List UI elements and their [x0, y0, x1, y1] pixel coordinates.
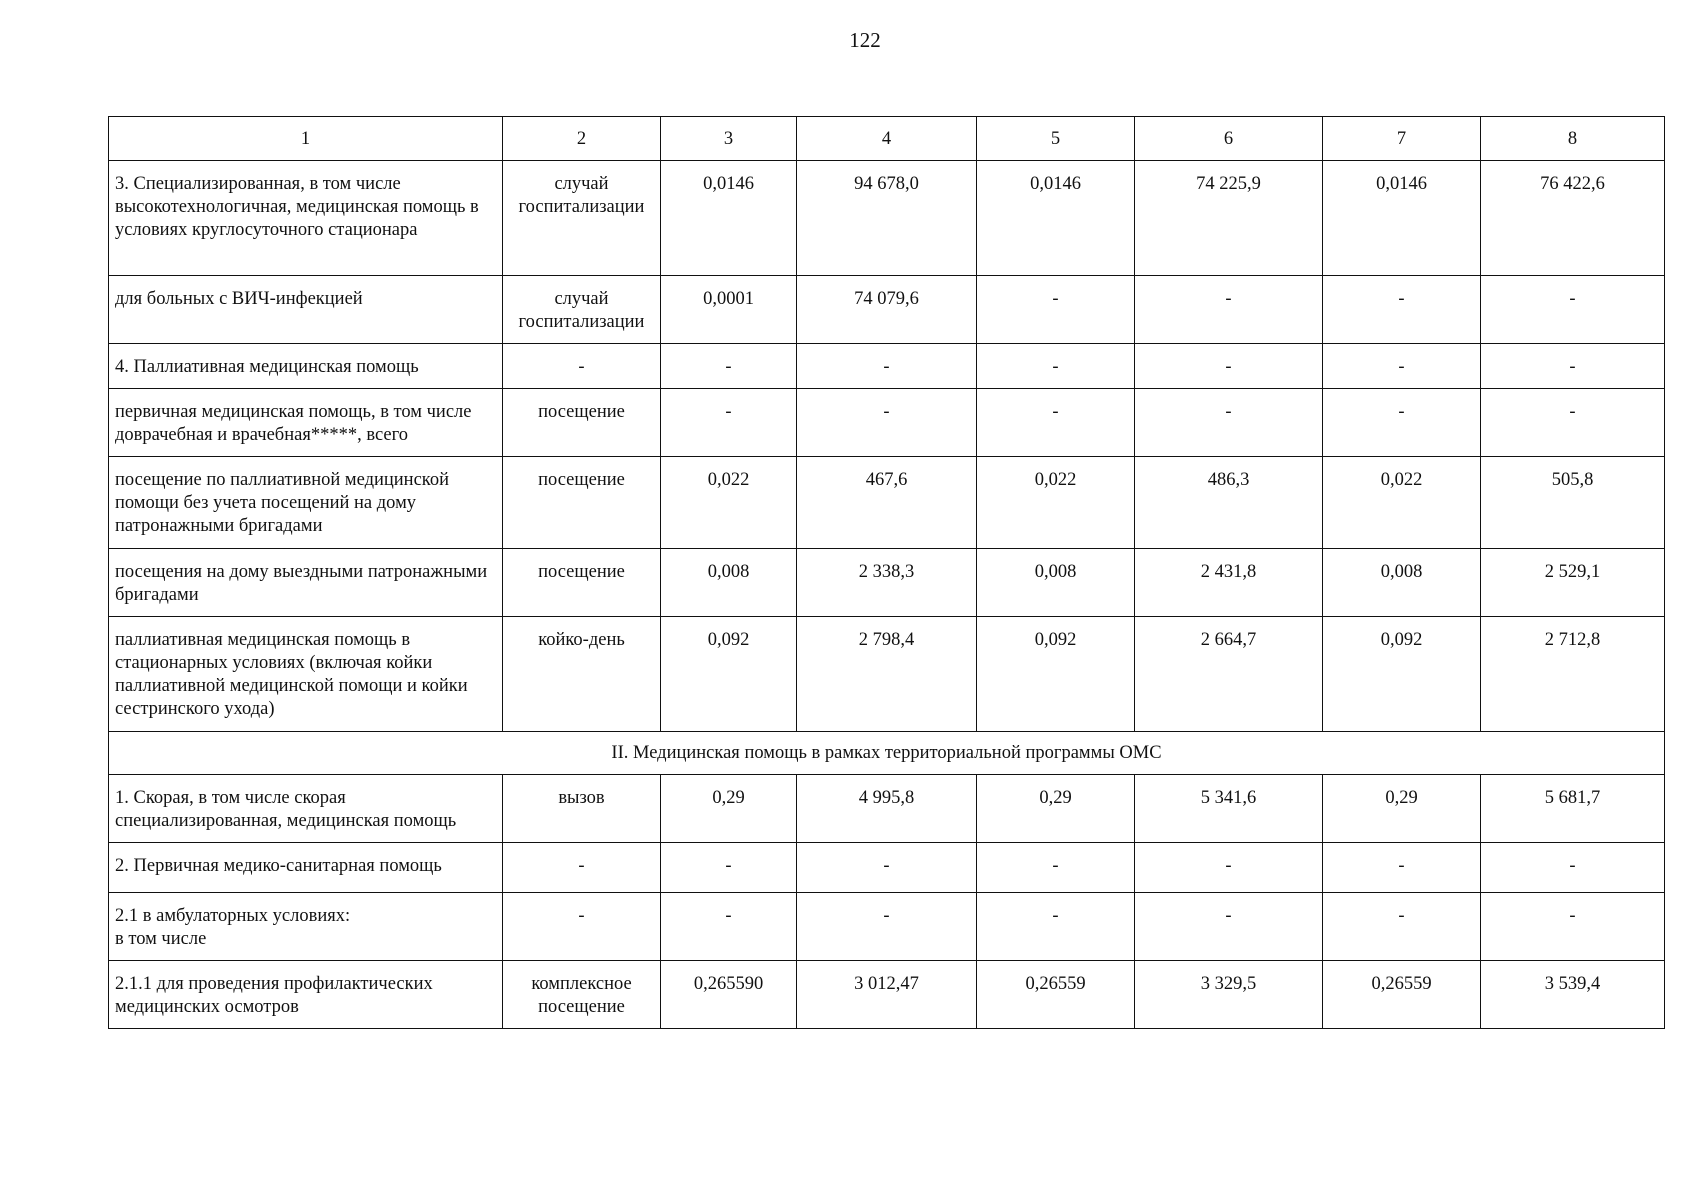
table-cell: - [977, 843, 1135, 893]
table-cell: - [1481, 843, 1665, 893]
table-cell: 0,092 [977, 617, 1135, 732]
row-unit: вызов [503, 775, 661, 843]
table-cell: 0,265590 [661, 961, 797, 1029]
page-number: 122 [849, 28, 881, 52]
row-label: посещения на дому выездными патронажными бригадами [109, 549, 503, 617]
financing-norms-table [108, 116, 1665, 1029]
table-cell: 2 431,8 [1135, 549, 1323, 617]
table-cell: - [661, 843, 797, 893]
table-cell: - [1323, 276, 1481, 344]
table-cell: - [1323, 843, 1481, 893]
table-cell: 2 798,4 [797, 617, 977, 732]
row-unit: случай госпитализации [503, 161, 661, 276]
table-cell: - [977, 389, 1135, 457]
table-cell: 76 422,6 [1481, 161, 1665, 276]
table-cell: - [797, 893, 977, 961]
table-cell: - [1135, 893, 1323, 961]
row-label: 2. Первичная медико-санитарная помощь [109, 843, 503, 893]
table-cell: 0,092 [661, 617, 797, 732]
table-cell: 0,26559 [977, 961, 1135, 1029]
table-cell: 467,6 [797, 457, 977, 549]
table-cell: 0,008 [661, 549, 797, 617]
row-label: первичная медицинская помощь, в том числе доврачебная и врачебная*****, всего [109, 389, 503, 457]
table-cell: - [797, 344, 977, 389]
table-cell: - [1481, 276, 1665, 344]
row-label-line: 2.1 в амбулаторных условиях: [115, 906, 351, 926]
table-cell: 505,8 [1481, 457, 1665, 549]
table-cell: 0,0146 [1323, 161, 1481, 276]
row-unit: комплексное посещение [503, 961, 661, 1029]
table-cell: 0,008 [1323, 549, 1481, 617]
row-unit: посещение [503, 389, 661, 457]
table-row [109, 961, 1665, 1029]
row-label: 3. Специализированная, в том числе высокотехнологичная, медицинская помощь в условиях круглосуточного стационара [109, 161, 503, 276]
row-label: для больных с ВИЧ-инфекцией [109, 276, 503, 344]
column-number-header-row [109, 117, 1665, 161]
table-cell: 0,26559 [1323, 961, 1481, 1029]
column-header: 1 [109, 117, 503, 161]
table-cell: 5 341,6 [1135, 775, 1323, 843]
table-cell: - [797, 389, 977, 457]
table-cell: - [1135, 843, 1323, 893]
table-cell: 0,0001 [661, 276, 797, 344]
row-unit: - [503, 843, 661, 893]
table-cell: - [977, 344, 1135, 389]
table-cell: 3 329,5 [1135, 961, 1323, 1029]
table-cell: 0,022 [977, 457, 1135, 549]
column-header: 7 [1323, 117, 1481, 161]
table-cell: 0,29 [661, 775, 797, 843]
table-cell: - [661, 389, 797, 457]
table-cell: 2 338,3 [797, 549, 977, 617]
table-cell: - [661, 344, 797, 389]
table-cell: 2 712,8 [1481, 617, 1665, 732]
table-cell: 94 678,0 [797, 161, 977, 276]
section-header-row [109, 732, 1665, 775]
column-header: 8 [1481, 117, 1665, 161]
table-cell: 74 225,9 [1135, 161, 1323, 276]
table-cell: - [1323, 893, 1481, 961]
table-cell: 74 079,6 [797, 276, 977, 344]
row-label: посещение по паллиативной медицинской помощи без учета посещений на дому патронажными бригадами [109, 457, 503, 549]
table-cell: 2 664,7 [1135, 617, 1323, 732]
row-label: паллиативная медицинская помощь в стационарных условиях (включая койки паллиативной медицинской помощи и койки сестринского ухода) [109, 617, 503, 732]
table-row [109, 549, 1665, 617]
table-cell: 0,008 [977, 549, 1135, 617]
row-label: 1. Скорая, в том числе скорая специализированная, медицинская помощь [109, 775, 503, 843]
row-label [109, 893, 503, 961]
row-label-line: в том числе [115, 929, 207, 949]
row-label: 4. Паллиативная медицинская помощь [109, 344, 503, 389]
row-unit: - [503, 344, 661, 389]
table-cell: 3 012,47 [797, 961, 977, 1029]
row-unit: посещение [503, 457, 661, 549]
row-unit: - [503, 893, 661, 961]
table-cell: - [1323, 389, 1481, 457]
table-row [109, 161, 1665, 276]
table-cell: 0,0146 [977, 161, 1135, 276]
table-cell: - [1481, 893, 1665, 961]
table-cell: 0,022 [1323, 457, 1481, 549]
table-cell: 0,29 [1323, 775, 1481, 843]
table-cell: - [797, 843, 977, 893]
section-title: II. Медицинская помощь в рамках территориальной программы ОМС [109, 732, 1665, 775]
table-row [109, 389, 1665, 457]
table-row [109, 775, 1665, 843]
table-cell: 3 539,4 [1481, 961, 1665, 1029]
table-cell: 0,022 [661, 457, 797, 549]
table-cell: - [661, 893, 797, 961]
table-row [109, 276, 1665, 344]
table-cell: 2 529,1 [1481, 549, 1665, 617]
row-unit: койко-день [503, 617, 661, 732]
table-row [109, 843, 1665, 893]
row-unit: посещение [503, 549, 661, 617]
row-label: 2.1.1 для проведения профилактических медицинских осмотров [109, 961, 503, 1029]
table-cell: 486,3 [1135, 457, 1323, 549]
column-header: 5 [977, 117, 1135, 161]
table-cell: - [977, 893, 1135, 961]
table-cell: - [977, 276, 1135, 344]
column-header: 2 [503, 117, 661, 161]
table-cell: - [1323, 344, 1481, 389]
column-header: 3 [661, 117, 797, 161]
table-cell: - [1135, 344, 1323, 389]
table-cell: 0,092 [1323, 617, 1481, 732]
table-cell: - [1481, 389, 1665, 457]
table-cell: 5 681,7 [1481, 775, 1665, 843]
table-cell: 0,0146 [661, 161, 797, 276]
table-row [109, 457, 1665, 549]
table-row [109, 893, 1665, 961]
table-cell: - [1481, 344, 1665, 389]
table-row [109, 344, 1665, 389]
table-cell: - [1135, 276, 1323, 344]
column-header: 6 [1135, 117, 1323, 161]
column-header: 4 [797, 117, 977, 161]
table-cell: 4 995,8 [797, 775, 977, 843]
row-unit: случай госпитализации [503, 276, 661, 344]
table-cell: 0,29 [977, 775, 1135, 843]
table-cell: - [1135, 389, 1323, 457]
table-row [109, 617, 1665, 732]
